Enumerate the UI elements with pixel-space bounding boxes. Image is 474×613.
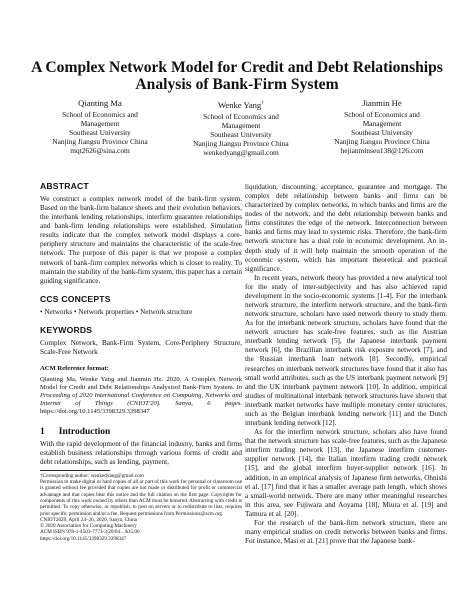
acm-ref-label: ACM Reference format: xyxy=(40,365,109,373)
author-affiliation-line: Nanjing Jiangsu Province China xyxy=(334,137,430,147)
ccs-heading: CCS CONCEPTS xyxy=(40,293,111,304)
author-2 xyxy=(171,98,311,157)
author-affiliation-line: Management xyxy=(80,119,120,129)
title-line-1: A Complex Network Model for Credit and Debt Relationships xyxy=(31,59,443,76)
author-name: Qianting Ma xyxy=(78,98,122,108)
author-affiliation-line: School of Economics and xyxy=(62,110,138,119)
acm-ref-plain: Qianting Ma, Wenke Yang and Jianmin He. 2020. A Complex Network Model for Credit and Debt Relationships Analysisof Bank-Firm System. xyxy=(40,376,242,392)
acm-ref-doi[interactable]: https://doi.org/10.1145/3398329.3398347 xyxy=(40,408,150,416)
body-paragraph: For the research of the bank-firm network structure, there are many empirical studies on credit networks between banks and firms. For instance, Masi et al. [21] prove that the Japanese bank- xyxy=(245,518,447,546)
body-paragraph: In recent years, network theory has provided a new analytical tool for the study of inter-subjectivity and has also achieved rapid development in the socio-economic systems [1-4]. For the interbank network structure, the interfirm network structure, and the bank-firm network structure, scholars have used network theory to study them. As for the interbank network structure, scholars have found that the network structure has scale-free features, such as the Austrian interbank lending network [5], the Japanese interbank payment network [6], the Brazilian interbank risk exposure network [7], and the Russian interbank loan network [8]. Secondly, empirical researches on interbank network structures have found that it also has small world attributes, such as the US interbank payment network [9] and the UK interbank payment network [10]. In addition, empirical studies of multinational interbank network structures have shown that interbank market networks have multiple monetary center structures, such as the Belgian interbank lending network [11] and the Dutch interbank lending network [12]. xyxy=(245,273,447,428)
author-name: Wenke Yang xyxy=(218,99,262,110)
author-affiliation-line: Southeast University xyxy=(210,130,272,140)
acm-ref-italic: In Proceeding of 2020 International Conference on Computing, Networks and Internet of Things (CNIOT'20). Sanya, 6 pages. xyxy=(40,384,242,408)
footnote-line[interactable]: https://doi.org/10.1145/3398329.3398347 xyxy=(40,535,127,542)
section-title: Introduction xyxy=(58,426,111,437)
author-email: hejianminseu138@126.com xyxy=(340,146,424,156)
body-paragraph: As for the interfirm network structure, scholars also have found that the network structure has scale-free features, such as the Japanese interfirm trading network [13], the Japanese interfirm customer-supplier network [14], the Italian interfirm trading credit network [15], and the global interfirm buyer-supplier network [16]. In addition, in an empirical analysis of Japanese firm networks, Ohnishi et al. [17] find that it has a smaller average path length, which shows a small-world network. There are many other meaningful researches in this area, see Fujiwara and Aoyama [18], Miura et al. [19] and Tamura et al. [20]. xyxy=(245,428,447,518)
author-affiliation-line: Nanjing Jiangsu Province China xyxy=(52,137,148,147)
paper-title xyxy=(20,59,454,93)
title-line-2: Analysis of Bank-Firm System xyxy=(135,76,339,93)
author-affiliation-line: Management xyxy=(362,119,402,129)
section-number: 1 xyxy=(40,426,45,437)
author-affiliation-line: School of Economics and xyxy=(344,110,420,119)
author-3 xyxy=(312,98,452,155)
left-column xyxy=(40,181,242,542)
author-name: Jianmin He xyxy=(362,98,402,108)
footnote-line: CNIOT2020, April 24–26, 2020, Sanya, China xyxy=(40,516,137,523)
body-paragraph: liquidation, discounting, acceptance, guarantee and mortgage. The complex debt relationship between banks and firms can be characterized by complex networks, in which banks and firms are the nodes of the network, and the debt relationship between banks and firms constitutes the edge of the network. Interconnection between banks and firms may lead to systemic risks. Therefore, the bank-firm network structure has a dual role in economic development. An in-depth study of it will help maintain the smooth operation of the economic system, which has important theoretical and practical significance. xyxy=(245,183,447,273)
footnote-block xyxy=(40,473,242,542)
author-name-wrap xyxy=(171,98,311,111)
footnote-line: Permission to make digital or hard copies of all or part of this work for personal or classroom use is granted without fee provided that copies are not made or distributed for profit or commercial advantage and that copies bear this notice and the full citation on the first page. Copyrights for components of this work owned by others than ACM must be honored. Abstracting with credit is permitted. To copy otherwise, or republish, to post on servers or to redistribute to lists, requires prior specific permission and/or a fee. Request permissions from Permissions@acm.org. xyxy=(40,479,242,517)
abstract-text: We construct a complex network model of the bank-firm system. Based on the bank-firm balance sheets and their evolution behaviors, the interbank lending relationships, interfirm guarantee relationships and bank-firm lending relationships were established. Simulation results indicate that the complex network model displays a core-periphery structure and maintains the characteristic of the scale-free network. The purpose of this paper is that we propose a complex network of bank-firm complex networks which is closer to reality. To maintain the stability of the bank-firm system, this paper has a certain guiding significance. xyxy=(40,195,242,285)
ccs-text: • Networks • Network properties • Network structure xyxy=(40,307,193,316)
author-affiliation-line: Southeast University xyxy=(351,128,413,138)
author-affiliation-line: Management xyxy=(221,120,261,130)
acm-ref-text xyxy=(40,376,242,416)
author-affiliation-line: Nanjing Jiangsu Province China xyxy=(193,139,289,149)
author-block xyxy=(22,98,452,168)
footnote-line: †Corresponding author: wenkedyang@gmail.com xyxy=(40,472,144,479)
footnote-line: ACM ISBN 978-1-4503-7771-3/20/04…$15.00 xyxy=(40,529,140,536)
footnote-line: © 2020 Association for Computing Machinery xyxy=(40,523,137,530)
footnote-divider xyxy=(40,470,110,471)
keywords-text: Complex Network, Bank-Firm System, Core-Periphery Structure, Scale-Free Network xyxy=(40,338,242,356)
author-email: mqt2626@sina.com xyxy=(70,146,130,156)
author-affiliation-line: Southeast University xyxy=(69,128,131,138)
right-column xyxy=(245,183,447,546)
section-1-text: With the rapid development of the financial industry, banks and firms establish business relationships through various forms of credit and debt relationships, such as lending, payment, xyxy=(40,439,242,466)
author-1 xyxy=(30,98,170,155)
author-note-mark: † xyxy=(261,100,264,106)
author-affiliation-line: School of Economics and xyxy=(203,111,279,121)
abstract-heading: ABSTRACT xyxy=(40,181,89,191)
keywords-heading: KEYWORDS xyxy=(40,324,93,335)
author-email: wenkedyang@gmail.com xyxy=(203,148,279,158)
section-1-heading xyxy=(40,427,242,437)
